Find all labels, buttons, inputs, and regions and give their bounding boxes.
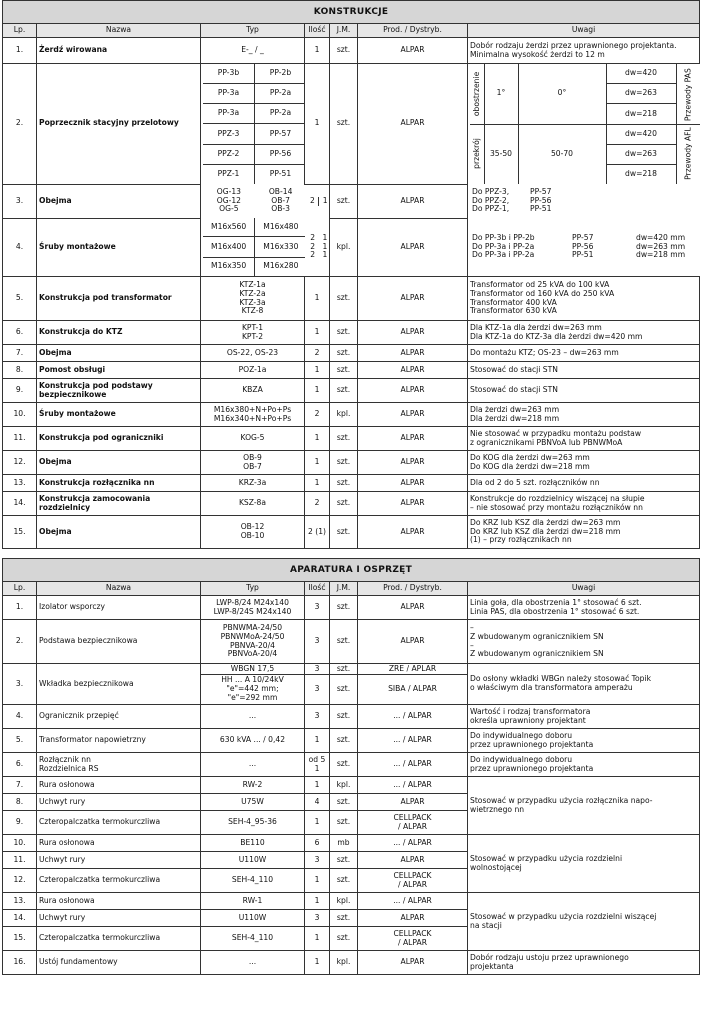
row-lp: 13. [3,893,37,910]
row-unit: kpl. [330,777,358,794]
row-type: U110W [201,852,305,869]
row-name: Rura osłonowa [37,777,201,794]
row-name: Konstrukcja do KTZ [37,321,201,345]
row-prod: ALPAR [358,321,468,345]
row-notes: Nie stosować w przypadku montażu podstaw z ogranicznikami PBNVoA lub PBNWMoA [468,427,700,451]
row-unit: szt. [330,869,358,893]
header-unit: J.M. [330,24,358,38]
row-type: ... [201,753,305,777]
table-header [3,582,700,596]
row-lp: 12. [3,869,37,893]
row-lp: 5. [3,729,37,753]
row-qty: 2 (1) [305,516,330,549]
row-notes: Stosować do stacji STN [468,362,700,379]
row-name: Śruby montażowe [37,218,201,277]
row-prod: ... / ALPAR [358,753,468,777]
table-row [3,362,700,379]
row-qty: 2 [305,403,330,427]
afl-label: Przewody AFL [676,124,700,184]
row-unit: szt. [330,794,358,811]
header-unit: J.M. [330,582,358,596]
row-qty: 3 [305,852,330,869]
table-row [3,705,700,729]
row-type: OG-13 OB-14 OG-12 OB-7 OG-5 OB-3 [216,187,293,214]
row-lp: 4. [3,218,37,277]
row-qty: 1 [305,38,330,64]
row-unit: szt. [330,910,358,927]
row-type: KTZ-1a KTZ-2a KTZ-3a KTZ-8 [201,277,305,321]
row-name: Konstrukcja pod ograniczniki [37,427,201,451]
row-qty: 2 1 2 1 2 1 [310,233,328,260]
row-lp: 1. [3,596,37,620]
row-lp: 11. [3,852,37,869]
section-title-apparatus: APARATURA I OSPRZĘT [3,559,700,582]
row-qty: 1 [305,277,330,321]
row-notes: Dla KTZ-1a dla żerdzi dw=263 mm Dla KTZ-1a do KTZ-3a dla żerdzi dw=420 mm [468,321,700,345]
section-title-construction: KONSTRUKCJE [3,1,700,24]
row-notes: Dobór rodzaju żerdzi przez uprawnionego projektanta. Minimalna wysokość żerdzi to 12 m [468,38,700,64]
row-prod: ... / ALPAR [358,705,468,729]
row-qty: 1 [305,869,330,893]
table-row [3,475,700,492]
row-notes: Do indywidualnego doboru przez uprawnionego projektanta [468,729,700,753]
header-notes: Uwagi [468,582,700,596]
header-qty: Ilość [305,582,330,596]
row-unit: szt. [330,451,358,475]
row-qty: 3 [305,705,330,729]
row-lp: 3. [3,184,37,218]
table-row [3,379,700,403]
row-type: E-_ / _ [201,38,305,64]
obostrzenie-label: obostrzenie [470,64,484,124]
row-name: Rura osłonowa [37,893,201,910]
row-unit: szt. [330,475,358,492]
row-notes: Dla od 2 do 5 szt. rozłączników nn [468,475,700,492]
row-lp: 14. [3,910,37,927]
row-name: Rozłącznik nn Rozdzielnica RS [37,753,201,777]
row-qty: 1 [305,811,330,835]
row-lp: 10. [3,403,37,427]
row-qty: 1 [305,451,330,475]
row-notes: Dobór rodzaju ustoju przez uprawnionego projektanta [468,951,700,975]
row-name: Konstrukcja zamocowania rozdzielnicy [37,492,201,516]
row-type: ... [201,951,305,975]
table-row [3,596,700,620]
row-name: Wkładka bezpiecznikowa [37,664,201,705]
row-prod: ALPAR [358,403,468,427]
row-name: Uchwyt rury [37,852,201,869]
row-unit: szt. [330,379,358,403]
table-row [3,777,700,794]
row-prod: ZRE / APLAR [358,664,468,675]
row-prod: ALPAR [358,345,468,362]
table-row [3,345,700,362]
table-row [3,451,700,475]
header-type: Typ [201,24,305,38]
row-type: LWP-8/24 M24x140 LWP-8/24S M24x140 [201,596,305,620]
table-row [3,277,700,321]
row-qty: 1 [305,951,330,975]
table-row [3,64,700,185]
row-prod: ALPAR [358,184,468,218]
row-prod: ALPAR [358,475,468,492]
row-unit: kpl. [330,893,358,910]
table-row [3,753,700,777]
header-notes: Uwagi [468,24,700,38]
row-notes: Stosować w przypadku użycia rozdzielni wiszącej na stacji [468,893,700,951]
row-notes: Stosować do stacji STN [468,379,700,403]
row-name: Obejma [37,451,201,475]
table-header [3,24,700,38]
row-name: Obejma [37,516,201,549]
table-row [3,620,700,664]
row-prod: ... / ALPAR [358,777,468,794]
row-unit: szt. [330,427,358,451]
row-qty: od 5 1 [305,753,330,777]
row-qty: 6 [305,835,330,852]
row-type: ... [201,705,305,729]
row-name: Ustój fundamentowy [37,951,201,975]
row-qty: 1 [305,927,330,951]
row-name: Podstawa bezpiecznikowa [37,620,201,664]
row-type: OB-9 OB-7 [201,451,305,475]
table-row [3,321,700,345]
row-name: Rura osłonowa [37,835,201,852]
row-lp: 7. [3,345,37,362]
row-unit: szt. [330,277,358,321]
row-lp: 15. [3,516,37,549]
row-type: SEH-4_110 [201,869,305,893]
row-qty: 2 1 [305,184,330,218]
row-lp: 6. [3,753,37,777]
row-name: Konstrukcja pod podstawy bezpiecznikowe [37,379,201,403]
row-lp: 13. [3,475,37,492]
header-prod: Prod. / Dystryb. [358,24,468,38]
row-qty: 3 [305,620,330,664]
row-qty: 1 [305,64,330,185]
row-notes: Do KRZ lub KSZ dla żerdzi dw=263 mm Do KRZ lub KSZ dla żerdzi dw=218 mm (1) – przy rozłącznikach nn [468,516,700,549]
row-type: U110W [201,910,305,927]
row-prod: ALPAR [358,620,468,664]
row-prod: CELLPACK / ALPAR [358,811,468,835]
row-lp: 9. [3,811,37,835]
row-prod: ALPAR [358,277,468,321]
row-notes: Stosować w przypadku użycia rozdzielni wolnostojącej [468,835,700,893]
row-qty: 1 [305,777,330,794]
row-lp: 8. [3,794,37,811]
row-prod: ALPAR [358,451,468,475]
table-row [3,403,700,427]
table-row [3,184,700,218]
row-qty: 1 [305,475,330,492]
row-qty: 1 [305,427,330,451]
row-name: Czteropalczatka termokurczliwa [37,869,201,893]
row-notes: Dla żerdzi dw=263 mm Dla żerdzi dw=218 mm [468,403,700,427]
row-lp: 8. [3,362,37,379]
row-prod: ALPAR [358,910,468,927]
row-type: KRZ-3a [201,475,305,492]
row-unit: szt. [330,811,358,835]
row-notes: Linia goła, dla obostrzenia 1° stosować 6 szt. Linia PAS, dla obostrzenia 1° stosować 6 szt. [468,596,700,620]
row-prod: CELLPACK / ALPAR [358,927,468,951]
row-qty: 1 [305,362,330,379]
row-type: OS-22, OS-23 [201,345,305,362]
row-type: SEH-4_95-36 [201,811,305,835]
row-type: KBZA [201,379,305,403]
table-row [3,664,700,675]
row-unit: szt. [330,664,358,675]
row-type: SEH-4_110 [201,927,305,951]
row-unit: szt. [330,345,358,362]
row-name: Śruby montażowe [37,403,201,427]
row-prod: ... / ALPAR [358,729,468,753]
row-qty: 1 [305,379,330,403]
row-type: BE110 [201,835,305,852]
row-prod: ALPAR [358,427,468,451]
row-name: Izolator wsporczy [37,596,201,620]
row-lp: 1. [3,38,37,64]
row-notes: Do montażu KTZ; OS-23 – dw=263 mm [468,345,700,362]
row-lp: 4. [3,705,37,729]
row-prod: ALPAR [358,362,468,379]
row-prod: CELLPACK / ALPAR [358,869,468,893]
row-type: RW-2 [201,777,305,794]
row-notes: obostrzenie 1° 0° dw=420 Przewody PAS dw=263 dw=218 przekrój 35-50 50-70 dw=420 Przewody AFL dw=263 dw=218 [468,64,700,185]
row-type: WBGN 17,5 [201,664,305,675]
row-type: KOG-5 [201,427,305,451]
row-prod: ALPAR [358,516,468,549]
row-type: KPT-1 KPT-2 [201,321,305,345]
table-row [3,835,700,852]
row-name: Konstrukcja pod transformator [37,277,201,321]
row-name: Czteropalczatka termokurczliwa [37,927,201,951]
row-qty: 3 [305,910,330,927]
row-lp: 10. [3,835,37,852]
row-type: U75W [201,794,305,811]
row-name: Uchwyt rury [37,910,201,927]
row-notes: Transformator od 25 kVA do 100 kVA Transformator od 160 kVA do 250 kVA Transformator 400 kVA Transformator 630 kVA [468,277,700,321]
row-prod: ALPAR [358,492,468,516]
row-notes: – Z wbudowanym ogranicznikiem SN – Z wbudowanym ogranicznikiem SN [468,620,700,664]
row-lp: 9. [3,379,37,403]
row-unit: szt. [330,620,358,664]
row-prod: ... / ALPAR [358,835,468,852]
row-name: Poprzecznik stacyjny przelotowy [37,64,201,185]
row-unit: kpl. [330,951,358,975]
row-name: Obejma [37,184,201,218]
row-type: M16x380+N+Po+Ps M16x340+N+Po+Ps [201,403,305,427]
row-type: OB-12 OB-10 [201,516,305,549]
row-type: HH ... A 10/24kV "e"=442 mm; "e"=292 mm [201,675,305,705]
row-lp: 5. [3,277,37,321]
row-name: Uchwyt rury [37,794,201,811]
row-notes: Do PPZ-3, PP-57 Do PPZ-2, PP-56 Do PPZ-1, PP-51 [472,187,552,214]
row-qty: 4 [305,794,330,811]
row-notes: Konstrukcje do rozdzielnicy wiszącej na słupie – nie stosować przy montażu rozłączników nn [468,492,700,516]
row-prod: ALPAR [358,794,468,811]
row-name: Czteropalczatka termokurczliwa [37,811,201,835]
row-prod: ALPAR [358,951,468,975]
row-lp: 2. [3,64,37,185]
header-name: Nazwa [37,24,201,38]
row-unit: mb [330,835,358,852]
row-type: PBNWMA-24/50 PBNWMoA-24/50 PBNVA-20/4 PBNVoA-20/4 [201,620,305,664]
header-lp: Lp. [3,582,37,596]
row-qty: 2 [305,492,330,516]
row-name: Ogranicznik przepięć [37,705,201,729]
row-unit: szt. [330,321,358,345]
row-lp: 6. [3,321,37,345]
table-row [3,218,700,277]
row-lp: 15. [3,927,37,951]
header-qty: Ilość [305,24,330,38]
row-prod: SIBA / ALPAR [358,675,468,705]
row-notes: Do indywidualnego doboru przez uprawnionego projektanta [468,753,700,777]
row-prod: ALPAR [358,218,468,277]
przekroj-label: przekrój [470,124,484,184]
table-row [3,38,700,64]
row-qty: 1 [305,321,330,345]
row-prod: ALPAR [358,852,468,869]
row-unit: szt. [330,675,358,705]
row-unit: szt. [330,362,358,379]
row-unit: szt. [330,64,358,185]
row-qty: 2 [305,345,330,362]
row-unit: szt. [330,516,358,549]
row-unit: szt. [330,852,358,869]
row-prod: ... / ALPAR [358,893,468,910]
row-name: Obejma [37,345,201,362]
row-prod: ALPAR [358,38,468,64]
row-lp: 16. [3,951,37,975]
row-unit: szt. [330,184,358,218]
row-unit: szt. [330,753,358,777]
row-name: Transformator napowietrzny [37,729,201,753]
row-qty: 1 [305,729,330,753]
row-notes: Wartość i rodzaj transformatora określa uprawniony projektant [468,705,700,729]
row-unit: kpl. [330,218,358,277]
row-unit: szt. [330,492,358,516]
row-name: Żerdź wirowana [37,38,201,64]
bom-table [2,0,700,975]
row-unit: kpl. [330,403,358,427]
row-notes: Do osłony wkładki WBGn należy stosować Topik o właściwym dla transformatora amperażu [468,664,700,705]
row-lp: 14. [3,492,37,516]
row-prod: ALPAR [358,596,468,620]
row-lp: 7. [3,777,37,794]
table-row [3,729,700,753]
row-lp: 3. [3,664,37,705]
row-type: POZ-1a [201,362,305,379]
row-notes: Do KOG dla żerdzi dw=263 mm Do KOG dla żerdzi dw=218 mm [468,451,700,475]
row-qty: 1 [305,893,330,910]
row-qty: 3 [305,596,330,620]
row-unit: szt. [330,38,358,64]
row-notes: Do PP-3b i PP-2b PP-57 dw=420 mm Do PP-3a i PP-2a PP-56 dw=263 mm Do PP-3a i PP-2a PP-51 dw=218 mm [472,233,686,260]
table-row [3,951,700,975]
table-row [3,893,700,910]
row-name: Konstrukcja rozłącznika nn [37,475,201,492]
row-unit: szt. [330,596,358,620]
table-row [3,427,700,451]
header-type: Typ [201,582,305,596]
row-qty: 3 [305,664,330,675]
row-unit: szt. [330,927,358,951]
row-lp: 12. [3,451,37,475]
table-row [3,492,700,516]
row-notes: Stosować w przypadku użycia rozłącznika napo- wietrznego nn [468,777,700,835]
row-lp: 11. [3,427,37,451]
row-name: Pomost obsługi [37,362,201,379]
pas-label: Przewody PAS [676,64,700,124]
row-unit: szt. [330,705,358,729]
row-type: 630 kVA ... / 0,42 [201,729,305,753]
header-name: Nazwa [37,582,201,596]
row-prod: ALPAR [358,379,468,403]
row-type: KSZ-8a [201,492,305,516]
header-lp: Lp. [3,24,37,38]
header-prod: Prod. / Dystryb. [358,582,468,596]
row-qty: 3 [305,675,330,705]
row-type: PP-3b PP-2b PP-3a PP-2a PP-3a PP-2a PPZ-3 PP-57 PPZ-2 PP-56 PPZ-1 PP-51 [201,64,305,185]
row-unit: szt. [330,729,358,753]
row-type: RW-1 [201,893,305,910]
table-row [3,516,700,549]
row-type: M16x560 M16x480 M16x400 M16x330 M16x350 M16x280 [201,218,305,277]
row-prod: ALPAR [358,64,468,185]
row-lp: 2. [3,620,37,664]
